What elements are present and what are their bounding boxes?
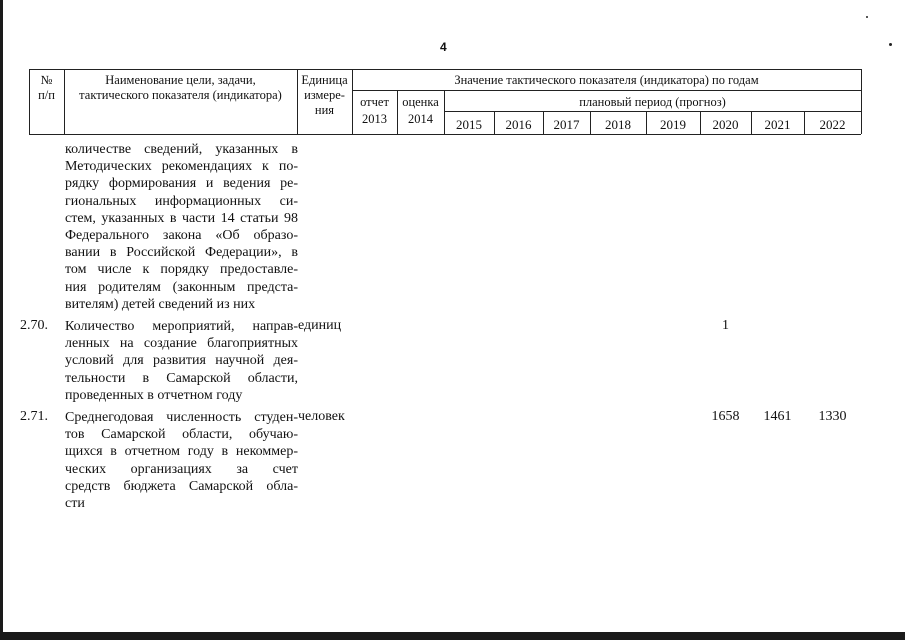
year-2016: 2016	[505, 117, 532, 132]
indicator-name	[65, 409, 298, 512]
header-report: отчет 2013	[360, 95, 389, 126]
scan-border-left	[0, 0, 3, 640]
row-number: 2.70.	[20, 318, 48, 333]
text-line: ленных на создание благоприятных	[65, 336, 298, 352]
year-2021: 2021	[764, 117, 791, 132]
text-line: количестве сведений, указанных в	[65, 142, 298, 157]
text-line: условий для развития научной дея-	[65, 353, 298, 369]
text-line: щихся в отчетном году в некоммер-	[65, 444, 298, 460]
text-line: ческих организациях за счет	[65, 461, 298, 477]
unit-cell: единиц	[298, 318, 342, 333]
header-num: № п/п	[38, 73, 55, 102]
scan-speck	[889, 43, 892, 46]
year-2018: 2018	[605, 117, 631, 132]
value-2021: 1461	[763, 409, 792, 424]
value-2020: 1658	[711, 409, 740, 424]
value-2020: 1	[722, 318, 729, 333]
page-number: 4	[440, 40, 447, 54]
text-line: том числе к порядку предоставле-	[65, 262, 298, 278]
text-line: стем, указанных в части 14 статьи 98	[65, 210, 298, 226]
header-unit: Единица измере- ния	[301, 73, 348, 117]
text-line: рядку формирования и ведения ре-	[65, 176, 298, 192]
header-name: Наименование цели, задачи, тактического показателя (индикатора)	[79, 73, 282, 102]
indicator-name	[65, 318, 298, 404]
text-line: сти	[65, 496, 85, 512]
header-estimate: оценка 2014	[402, 95, 439, 126]
text-line: Методических рекомендациях к по-	[65, 159, 298, 175]
year-2020: 2020	[712, 117, 739, 132]
text-line: Федерального закона «Об образо-	[65, 228, 298, 244]
text-line: тельности в Самарской области,	[65, 370, 298, 386]
text-line: Количество мероприятий, направ-	[65, 319, 298, 334]
year-2022: 2022	[819, 117, 846, 132]
text-line: гиональных информационных си-	[65, 193, 298, 209]
text-line: средств бюджета Самарской обла-	[65, 478, 298, 494]
continuation-text	[65, 141, 298, 313]
year-2019: 2019	[660, 117, 686, 132]
text-line: вителям) детей сведений из них	[65, 296, 256, 312]
scan-border-bottom	[0, 632, 905, 640]
year-2017: 2017	[553, 117, 580, 132]
scan-speck	[866, 16, 868, 18]
text-line: вании в Российской Федерации», в	[65, 245, 298, 261]
unit-cell: человек	[298, 409, 345, 424]
header-planned: плановый период (прогноз)	[579, 95, 726, 109]
text-line: Среднегодовая численность студен-	[65, 410, 298, 425]
text-line: ния родителям (законным предста-	[65, 279, 298, 295]
text-line: проведенных в отчетном году	[65, 387, 243, 403]
value-2022: 1330	[818, 409, 847, 424]
header-values-title: Значение тактического показателя (индикатора) по годам	[454, 73, 759, 87]
year-2015: 2015	[456, 117, 482, 132]
row-number: 2.71.	[20, 409, 48, 424]
text-line: тов Самарской области, обучаю-	[65, 427, 298, 443]
